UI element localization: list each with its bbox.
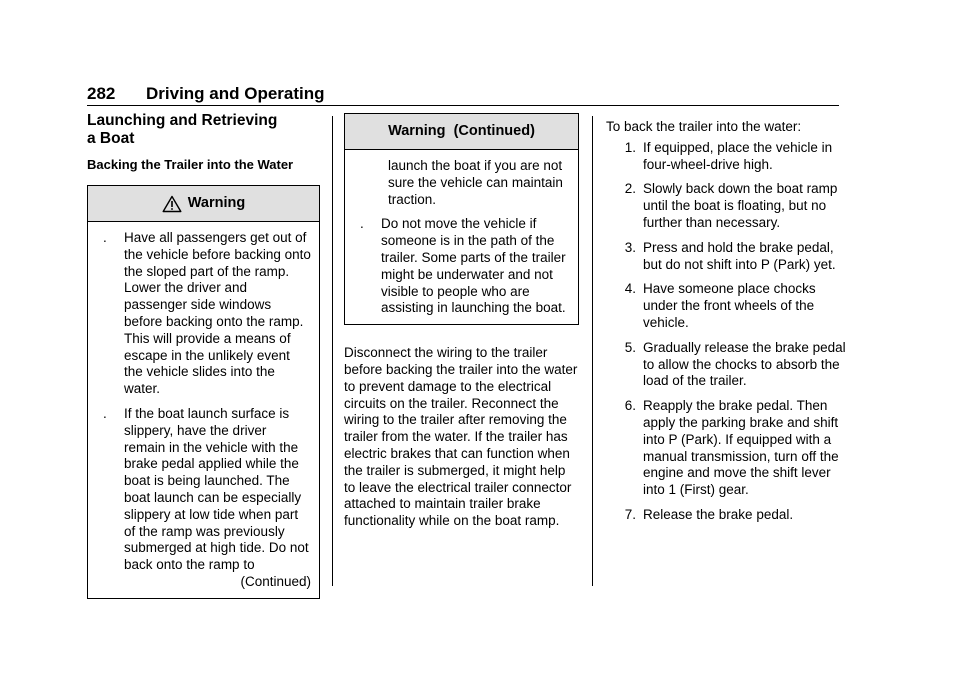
step-text: Have someone place chocks under the front wheels of the vehicle.	[643, 281, 816, 330]
trailer-wiring-paragraph: Disconnect the wiring to the trailer before backing the trailer into the water to prevent damage to the electrical circuits on the trailer. Reconnect the wiring to the trailer after removing the trailer from the water. If the trailer has electric brakes that can function when the trailer is submerged, it might help to leave the electrical trailer connector attached to maintain trailer brake functionality while on the boat ramp.	[344, 345, 578, 529]
step-text: Slowly back down the boat ramp until the boat is floating, but no further than necessary.	[643, 181, 838, 230]
step-text: If equipped, place the vehicle in four-wheel-drive high.	[643, 139, 833, 172]
steps-intro: To back the trailer into the water:	[606, 119, 802, 134]
bullet-marker: .	[360, 216, 364, 232]
warning-body	[88, 222, 319, 598]
step-item	[606, 281, 846, 331]
warning-label: Warning	[187, 195, 246, 212]
step-text: Release the brake pedal.	[643, 506, 794, 522]
column-divider-2	[592, 116, 593, 586]
warning-bullet	[96, 230, 311, 398]
bullet-marker: .	[103, 405, 107, 421]
step-item	[606, 340, 846, 390]
column-1	[87, 112, 320, 599]
step-number: 4.	[624, 281, 636, 297]
step-item	[606, 140, 846, 174]
warning-header	[88, 186, 319, 222]
step-item	[606, 507, 846, 524]
bullet-text: Have all passengers get out of the vehicle before backing onto the sloped part of the ramp. Lower the driver and passenger side windows before backing onto the ramp. This will provide a means of escape in the unlikely event the vehicle slides into the water.	[124, 230, 311, 397]
column-divider-1	[332, 116, 333, 586]
warning-bullet	[353, 216, 570, 317]
warning-bullet	[96, 406, 311, 574]
page-header	[87, 84, 325, 104]
header-rule	[87, 105, 839, 106]
warning-continued-header	[345, 114, 578, 150]
step-item	[606, 240, 846, 274]
section-title: Launching and Retrieving a Boat	[87, 112, 278, 147]
subsection-title: Backing the Trailer into the Water	[87, 157, 294, 172]
step-text: Reapply the brake pedal. Then apply the parking brake and shift into P (Park). If equipped with a manual transmission, turn off the engine and move the shift lever into 1 (First) gear.	[643, 398, 839, 498]
bullet-marker: .	[103, 230, 107, 245]
step-text: Gradually release the brake pedal to allow the chocks to absorb the load of the trailer.	[643, 339, 846, 389]
chapter-title: Driving and Operating	[146, 84, 325, 103]
step-number: 6.	[624, 398, 636, 414]
warning-continued-label: Warning (Continued)	[388, 123, 535, 140]
warning-box	[87, 185, 320, 599]
column-2	[344, 113, 579, 530]
step-item	[606, 181, 846, 231]
bullet-text: Do not move the vehicle if someone is in the path of the trailer. Some parts of the trailer might be underwater and not visible to people who are assisting in launching the boat.	[381, 216, 566, 316]
page-number: 282	[87, 84, 116, 103]
warning-continued-body	[345, 150, 578, 324]
warning-continuation-text: launch the boat if you are not sure the vehicle can maintain traction.	[388, 158, 563, 207]
step-number: 1.	[624, 139, 636, 155]
bullet-text: If the boat launch surface is slippery, have the driver remain in the vehicle with the brake pedal applied while the boat is being launched. The boat launch can be especially slippery at low tide when part of the ramp was previously submerged at high tide. Do not back onto the ramp to	[124, 405, 309, 573]
warning-triangle-icon	[162, 195, 182, 213]
step-number: 3.	[624, 239, 636, 255]
warning-continued-box	[344, 113, 579, 325]
step-number: 5.	[624, 339, 636, 355]
step-item	[606, 398, 846, 499]
step-number: 2.	[624, 181, 636, 197]
step-number: 7.	[624, 506, 636, 522]
step-text: Press and hold the brake pedal, but do not shift into P (Park) yet.	[643, 239, 836, 272]
continued-label: (Continued)	[240, 573, 311, 589]
column-3	[606, 119, 846, 532]
